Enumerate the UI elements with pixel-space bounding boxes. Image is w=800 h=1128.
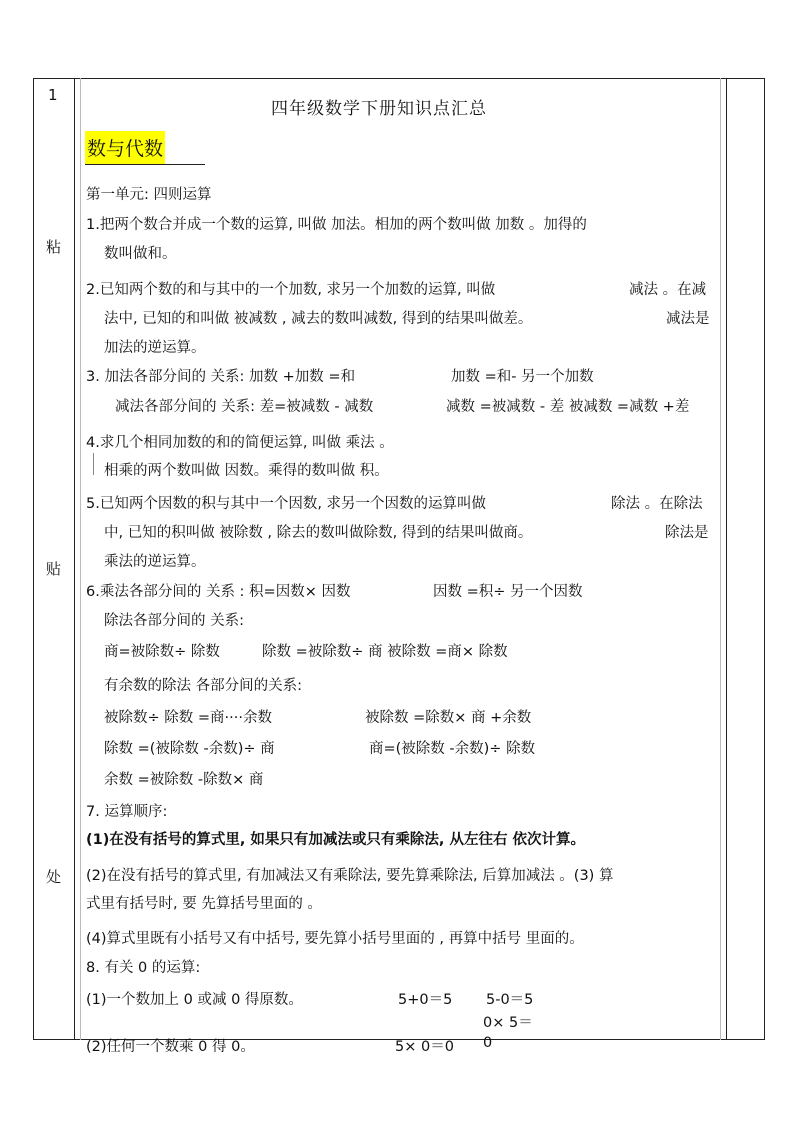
text-line: 余数 =被除数 -除数× 商 <box>104 772 264 788</box>
text-line: 数叫做和。 <box>104 246 177 262</box>
column-divider-left <box>74 78 75 1040</box>
document-title: 四年级数学下册知识点汇总 <box>271 99 487 119</box>
text-line: (2)任何一个数乘 0 得 0。 <box>86 1039 255 1055</box>
text-line: 除法各部分间的 关系: <box>104 613 244 629</box>
text-line: 3. 加法各部分间的 关系: 加数 +加数 =和 <box>86 369 356 385</box>
text-line: 有余数的除法 各部分间的关系: <box>104 678 302 694</box>
text-line: 6.乘法各部分间的 关系 : 积=因数× 因数 <box>86 584 351 600</box>
text-line: 8. 有关 0 的运算: <box>86 960 201 976</box>
text-line: 2.已知两个数的和与其中的一个加数, 求另一个加数的运算, 叫做 <box>86 282 496 298</box>
text-line: 式里有括号时, 要 先算括号里面的 。 <box>86 896 322 912</box>
side-char-tie: 贴 <box>46 560 62 578</box>
column-divider-left-inner <box>80 78 81 1040</box>
text-line: 0 <box>483 1035 493 1051</box>
text-line: 0× 5＝ <box>483 1015 533 1031</box>
column-divider-right <box>726 78 727 1040</box>
text-line: 相乘的两个数叫做 因数。乘得的数叫做 积。 <box>104 463 389 479</box>
margin-tick <box>93 453 94 475</box>
text-line: 减数 =被减数 - 差 被减数 =减数 +差 <box>446 399 690 415</box>
side-char-chu: 处 <box>46 868 62 886</box>
text-line: 中, 已知的积叫做 被除数 , 除去的数叫做除数, 得到的结果叫做商。 <box>104 525 533 541</box>
text-line: 1.把两个数合并成一个数的运算, 叫做 加法。相加的两个数叫做 加数 。加得的 <box>86 217 587 233</box>
text-line: 4.求几个相同加数的和的简便运算, 叫做 乘法 。 <box>86 435 394 451</box>
text-line: 5+0＝5 <box>398 992 453 1008</box>
text-line: 加法的逆运算。 <box>104 340 206 356</box>
text-line: 除数 =(被除数 -余数)÷ 商 <box>104 741 275 757</box>
text-line: 除数 =被除数÷ 商 被除数 =商× 除数 <box>262 644 508 660</box>
text-line: (4)算式里既有小括号又有中括号, 要先算小括号里面的 , 再算中括号 里面的。 <box>86 931 584 947</box>
text-line: 商=(被除数 -余数)÷ 除数 <box>369 741 536 757</box>
text-line: 减法是 <box>666 311 710 327</box>
text-line: 除法 。在除法 <box>611 496 703 512</box>
text-line: 因数 =积÷ 另一个因数 <box>433 584 583 600</box>
page-number: 1 <box>48 86 58 104</box>
text-line: (2)在没有括号的算式里, 有加减法又有乘除法, 要先算乘除法, 后算加减法 。(3) 算 <box>86 868 614 884</box>
text-line: 商=被除数÷ 除数 <box>104 644 220 660</box>
text-line: 减法各部分间的 关系: 差=被减数 - 减数 <box>115 399 374 415</box>
text-line: 7. 运算顺序: <box>86 804 168 820</box>
text-line: 5.已知两个因数的积与其中一个因数, 求另一个因数的运算叫做 <box>86 496 487 512</box>
section-heading: 数与代数 <box>85 131 165 165</box>
text-line: 被除数÷ 除数 =商····余数 <box>104 710 272 726</box>
text-line: 5× 0＝0 <box>395 1039 454 1055</box>
text-line: 被除数 =除数× 商 +余数 <box>365 710 532 726</box>
text-line: 乘法的逆运算。 <box>104 554 206 570</box>
column-divider-right-inner <box>720 78 721 1040</box>
text-line: 5-0＝5 <box>486 992 534 1008</box>
text-line: 法中, 已知的和叫做 被减数 , 减去的数叫减数, 得到的结果叫做差。 <box>104 311 533 327</box>
text-line: 减法 。在减 <box>629 282 707 298</box>
text-line: 加数 =和- 另一个加数 <box>451 369 594 385</box>
text-line: (1)一个数加上 0 或减 0 得原数。 <box>86 992 303 1008</box>
text-line: 除法是 <box>665 525 709 541</box>
section-heading-underline <box>85 164 205 165</box>
unit-heading: 第一单元: 四则运算 <box>86 187 212 203</box>
text-line: (1)在没有括号的算式里, 如果只有加减法或只有乘除法, 从左往右 依次计算。 <box>86 832 586 848</box>
side-char-zhan: 粘 <box>46 238 62 256</box>
